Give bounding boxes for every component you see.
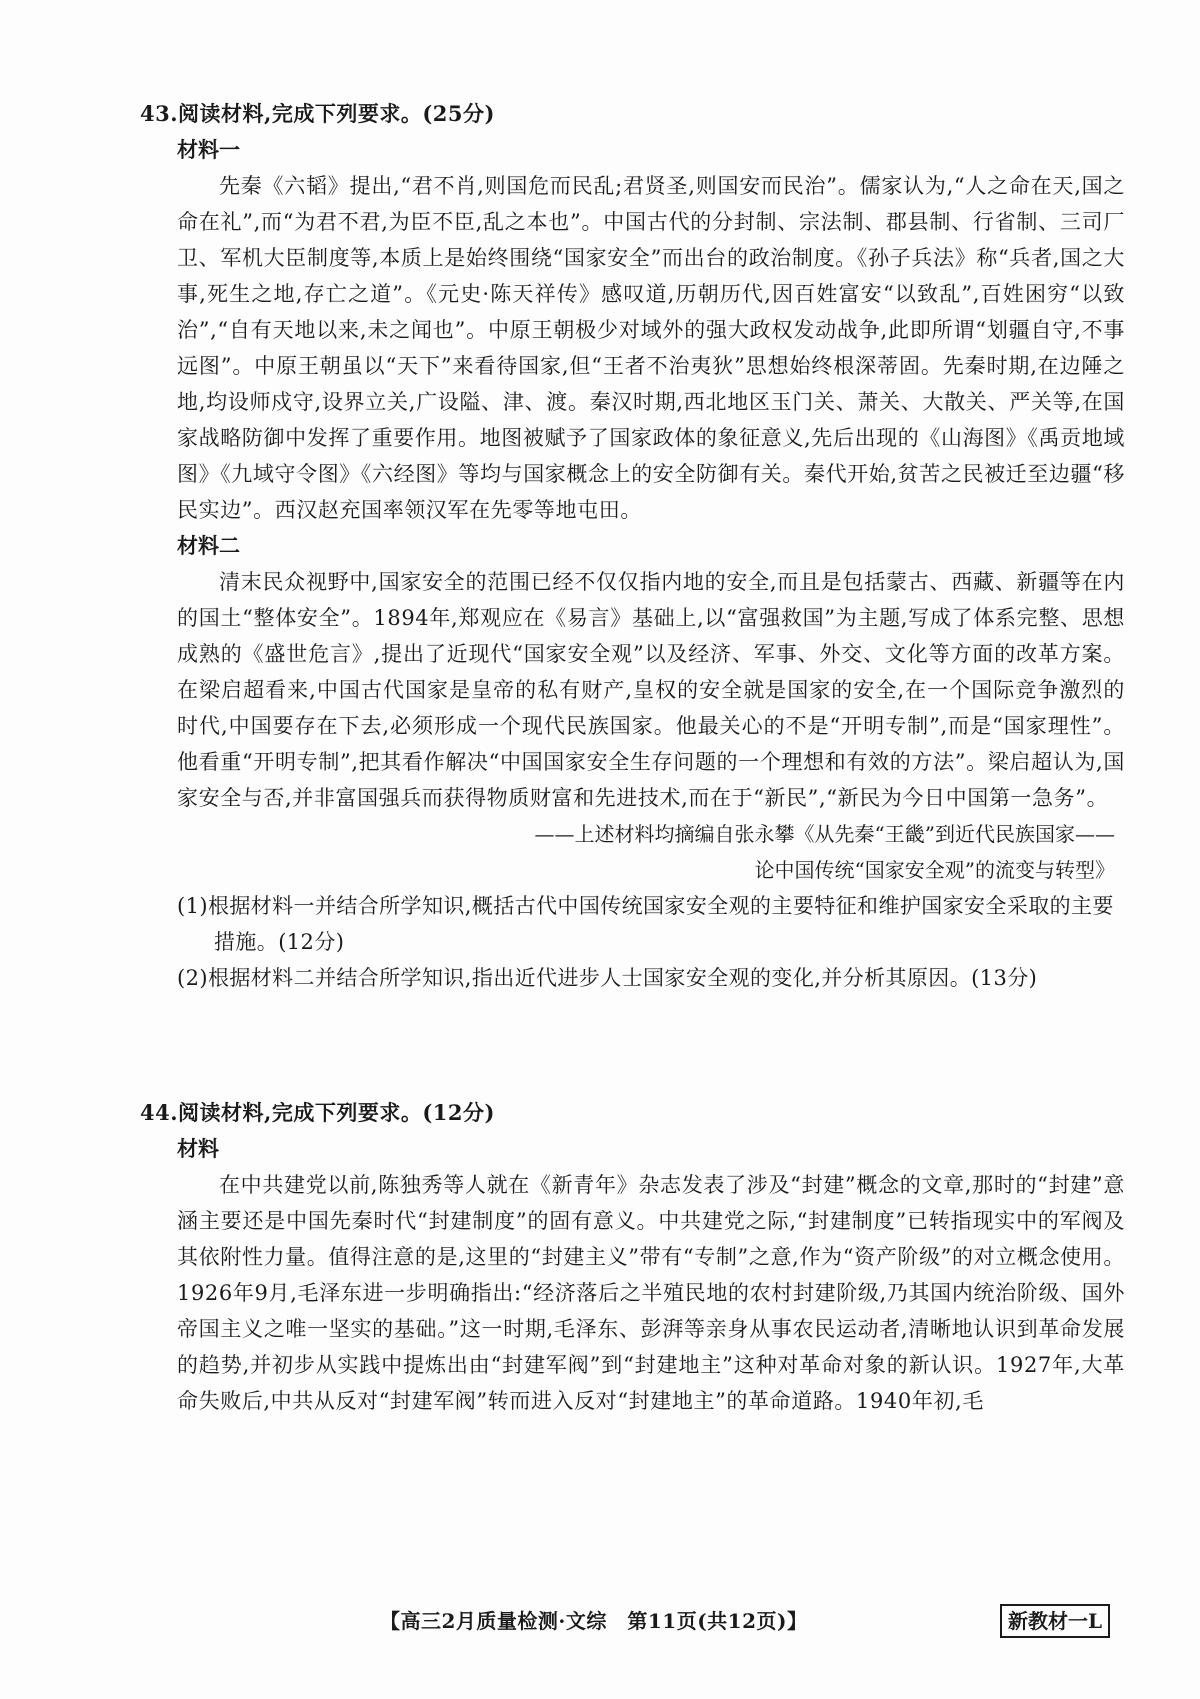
material-text: 在中共建党以前,陈独秀等人就在《新青年》杂志发表了涉及“封建”概念的文章,那时的“封建”意涵主要还是中国先秦时代“封建制度”的固有意义。中共建党之际,“封建制度”已转指现实中的军阀及其依附性力量。值得注意的是,这里的“封建主义”带有“专制”之意,作为“资产阶级”的对立概念使用。1926年9月,毛泽东进一步明确指出:“经济落后之半殖民地的农村封建阶级,乃其国内统治阶级、国外帝国主义之唯一坚实的基础。”这一时期,毛泽东、彭湃等亲身从事农民运动者,清晰地认识到革命发展的趋势,并初步从实践中提炼出由“封建军阀”到“封建地主”这种对革命对象的新认识。1927年,大革命失败后,中共从反对“封建军阀”转而进入反对“封建地主”的革命道路。1940年初,毛 <box>177 1173 1125 1413</box>
source-citation-line-2: 论中国传统“国家安全观”的流变与转型》 <box>754 858 1115 882</box>
question-44-title: 44.阅读材料,完成下列要求。(12分) <box>140 1100 495 1125</box>
task-1: (1)根据材料一并结合所学知识,概括古代中国传统国家安全观的主要特征和维护国家安全采取的主要措施。(12分) <box>177 894 1114 954</box>
footer-edition-tag: 新教材一L <box>1000 1604 1110 1638</box>
material-1-heading: 材料一 <box>177 137 240 162</box>
question-44 <box>140 1095 1125 1419</box>
source-citation-line-1: ——上述材料均摘编自张永攀《从先秦“王畿”到近代民族国家—— <box>534 822 1115 846</box>
material-heading: 材料 <box>177 1136 219 1161</box>
material-2-heading: 材料二 <box>177 533 240 558</box>
task-2: (2)根据材料二并结合所学知识,指出近代进步人士国家安全观的变化,并分析其原因。(13分) <box>177 966 1038 990</box>
question-43-title: 43.阅读材料,完成下列要求。(25分) <box>140 101 495 126</box>
material-2-text: 清末民众视野中,国家安全的范围已经不仅仅指内地的安全,而且是包括蒙古、西藏、新疆等在内的国土“整体安全”。1894年,郑观应在《易言》基础上,以“富强救国”为主题,写成了体系完整、思想成熟的《盛世危言》,提出了近现代“国家安全观”以及经济、军事、外交、文化等方面的改革方案。在梁启超看来,中国古代国家是皇帝的私有财产,皇权的安全就是国家的安全,在一个国际竞争激烈的时代,中国要存在下去,必须形成一个现代民族国家。他最关心的不是“开明专制”,而是“国家理性”。他看重“开明专制”,把其看作解决“中国国家安全生存问题的一个理想和有效的方法”。梁启超认为,国家安全与否,并非富国强兵而获得物质财富和先进技术,而在于“新民”,“新民为今日中国第一急务”。 <box>177 570 1125 810</box>
material-1-text: 先秦《六韬》提出,“君不肖,则国危而民乱;君贤圣,则国安而民治”。儒家认为,“人之命在天,国之命在礼”,而“为君不君,为臣不臣,乱之本也”。中国古代的分封制、宗法制、郡县制、行省制、三司厂卫、军机大臣制度等,本质上是始终围绕“国家安全”而出台的政治制度。《孙子兵法》称“兵者,国之大事,死生之地,存亡之道”。《元史·陈天祥传》感叹道,历朝历代,因百姓富安“以致乱”,百姓困穷“以致治”,“自有天地以来,未之闻也”。中原王朝极少对域外的强大政权发动战争,此即所谓“划疆自守,不事远图”。中原王朝虽以“天下”来看待国家,但“王者不治夷狄”思想始终根深蒂固。先秦时期,在边陲之地,均设师戍守,设界立关,广设隘、津、渡。秦汉时期,西北地区玉门关、萧关、大散关、严关等,在国家战略防御中发挥了重要作用。地图被赋予了国家政体的象征意义,先后出现的《山海图》《禹贡地域图》《九域守令图》《六经图》等均与国家概念上的安全防御有关。秦代开始,贫苦之民被迁至边疆“移民实边”。西汉赵充国率领汉军在先零等地屯田。 <box>177 174 1126 522</box>
page-footer <box>0 1604 1200 1638</box>
question-43 <box>140 96 1125 996</box>
footer-exam-info: 【高三2月质量检测·文综 第11页(共12页)】 <box>380 1609 808 1633</box>
